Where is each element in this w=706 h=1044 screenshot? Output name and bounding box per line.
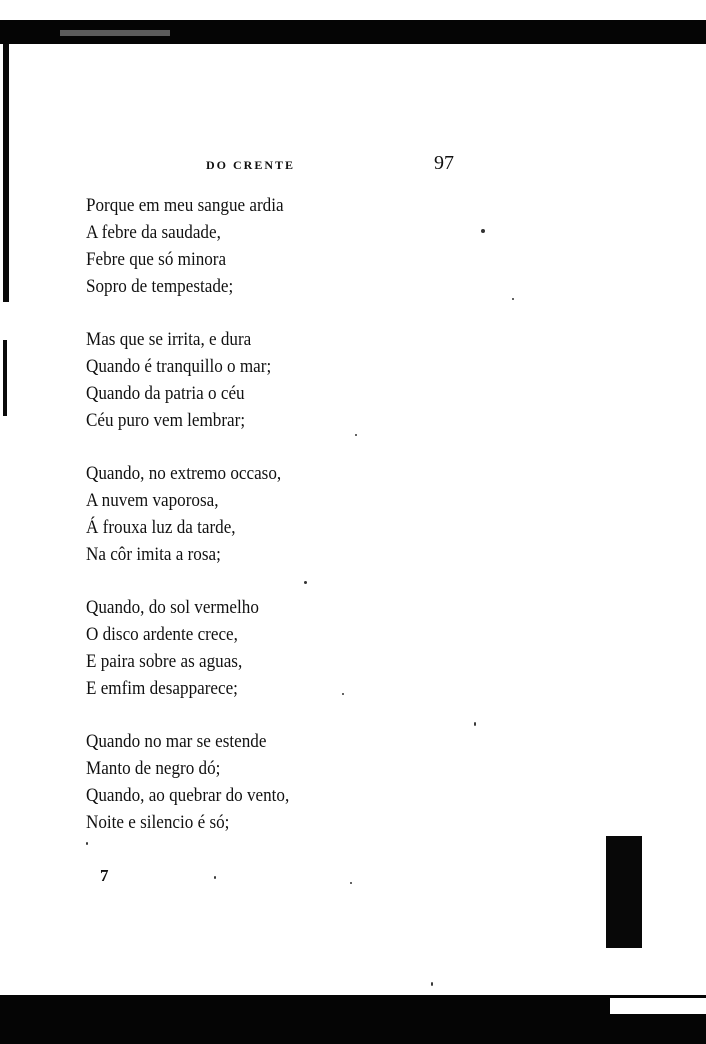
verse-line: Quando, ao quebrar do vento, — [86, 785, 290, 806]
scan-speck — [474, 722, 476, 726]
verse-line: Quando da patria o céu — [86, 383, 245, 404]
scan-top-border-highlight — [60, 30, 170, 36]
scan-bottom-border-notch — [610, 998, 706, 1014]
stanza — [86, 728, 406, 836]
verse-line: Porque em meu sangue ardia — [86, 195, 284, 216]
verse-line: Na côr imita a rosa; — [86, 544, 221, 565]
signature-mark: 7 — [100, 866, 109, 885]
scan-right-edge-shadow — [606, 836, 642, 948]
scan-speck — [86, 842, 88, 845]
verse-line: A febre da saudade, — [86, 222, 221, 243]
verse-line: Quando é tranquillo o mar; — [86, 356, 272, 377]
verse-line: Mas que se irrita, e dura — [86, 329, 252, 350]
scan-speck — [355, 434, 357, 436]
page-header — [0, 152, 706, 182]
stanza — [86, 460, 406, 568]
scan-speck — [214, 876, 216, 879]
verse-line: E paira sobre as aguas, — [86, 651, 243, 672]
verse-line: Quando, do sol vermelho — [86, 597, 259, 618]
verse-line: Céu puro vem lembrar; — [86, 410, 246, 431]
scan-speck — [350, 882, 352, 884]
verse-line: Quando no mar se estende — [86, 731, 267, 752]
verse-line: Quando, no extremo occaso, — [86, 463, 282, 484]
stanza — [86, 594, 406, 702]
scan-bottom-border — [0, 995, 706, 1044]
verse-line: Noite e silencio é só; — [86, 812, 230, 833]
stanza — [86, 326, 406, 434]
scan-speck — [512, 298, 514, 300]
scan-speck — [304, 581, 307, 584]
verse-line: Febre que só minora — [86, 249, 227, 270]
poem-body — [86, 192, 406, 862]
scan-speck — [342, 693, 344, 695]
verse-line: E emfim desapparece; — [86, 678, 238, 699]
verse-line: Sopro de tempestade; — [86, 276, 234, 297]
page-number: 97 — [434, 152, 454, 174]
verse-line: O disco ardente crece, — [86, 624, 238, 645]
stanza — [86, 192, 406, 300]
scan-left-edge-shadow-lower — [3, 340, 7, 416]
scan-speck — [431, 982, 433, 986]
verse-line: A nuvem vaporosa, — [86, 490, 219, 511]
verse-line: Manto de negro dó; — [86, 758, 221, 779]
verse-line: Á frouxa luz da tarde, — [86, 517, 236, 538]
scan-speck — [481, 229, 485, 233]
running-title: DO CRENTE — [206, 158, 296, 172]
